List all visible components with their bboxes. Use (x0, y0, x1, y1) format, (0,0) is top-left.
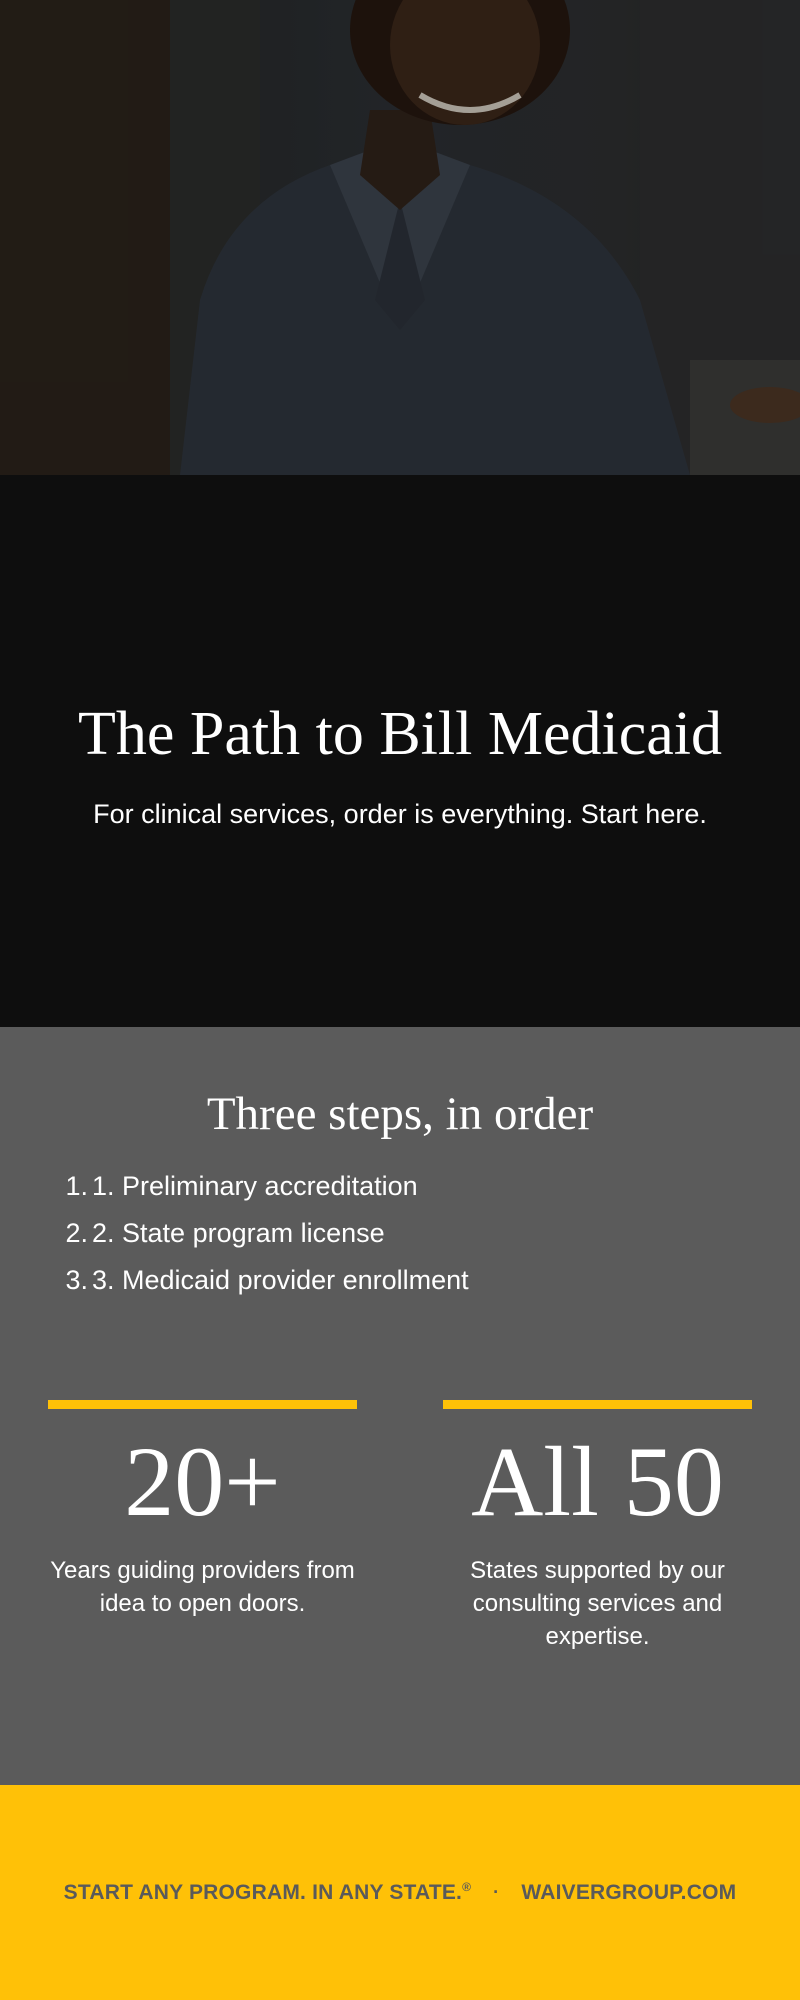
list-item (60, 1210, 800, 1257)
steps-list (0, 1163, 800, 1304)
footer-tagline: START ANY PROGRAM. IN ANY STATE.® (63, 1880, 472, 1904)
stat-accent-bar (48, 1400, 357, 1409)
headline-section (0, 475, 800, 1027)
footer-separator: · (493, 1882, 500, 1902)
stats-row (0, 1400, 800, 1653)
stat-card-states (443, 1400, 752, 1653)
steps-title: Three steps, in order (206, 1088, 594, 1140)
list-item (60, 1257, 800, 1304)
page-subtitle: For clinical services, order is everything. Start here. (93, 798, 707, 829)
step-label: 2. State program license (92, 1218, 385, 1248)
stat-value: All 50 (471, 1426, 724, 1537)
stat-caption: States supported by our consulting services and expertise. (470, 1557, 725, 1650)
step-label: 3. Medicaid provider enrollment (92, 1265, 469, 1295)
steps-section (0, 1027, 800, 1785)
stat-accent-bar (443, 1400, 752, 1409)
stat-value: 20+ (124, 1426, 281, 1537)
hero-overlay (0, 0, 800, 475)
page-title: The Path to Bill Medicaid (77, 700, 722, 769)
step-label: 1. Preliminary accreditation (92, 1171, 418, 1201)
step-number: 2. (65, 1218, 88, 1248)
list-item (60, 1163, 800, 1210)
step-number: 3. (65, 1265, 88, 1295)
step-number: 1. (65, 1171, 88, 1201)
hero-image (0, 0, 800, 475)
footer-website-link[interactable]: WAIVERGROUP.COM (521, 1880, 737, 1904)
registered-mark: ® (462, 1880, 472, 1894)
stat-card-years (48, 1400, 357, 1653)
stat-caption: Years guiding providers from idea to open doors. (50, 1557, 355, 1617)
footer-banner (0, 1785, 800, 2000)
